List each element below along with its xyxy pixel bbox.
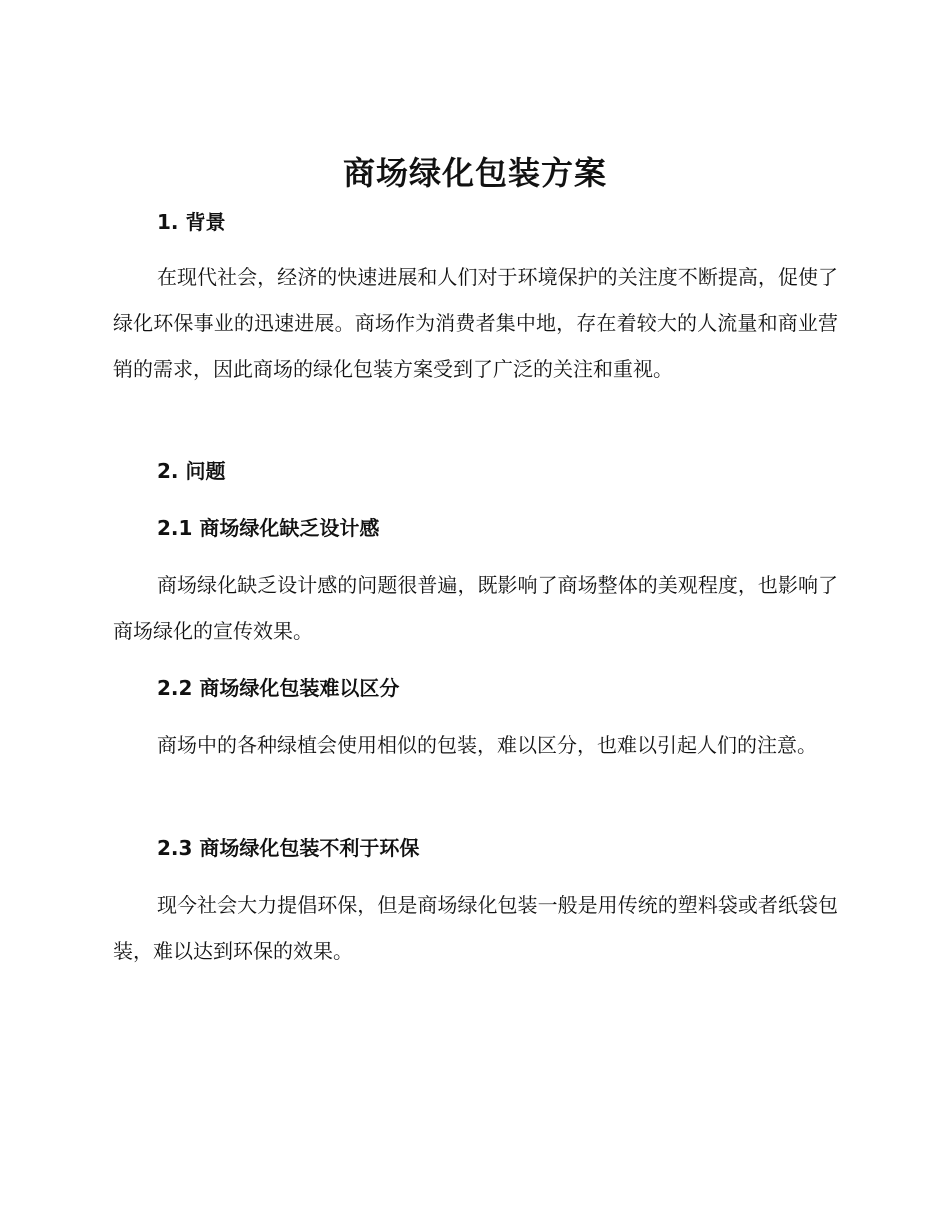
- section-heading-problems: 2. 问题: [157, 459, 226, 483]
- section-paragraph-2-3: 现今社会大力提倡环保，但是商场绿化包装一般是用传统的塑料袋或者纸袋包装，难以达到环保的效果。: [113, 893, 838, 963]
- section-heading-2-2: 2.2 商场绿化包装难以区分: [157, 676, 400, 700]
- section-paragraph-background: 在现代社会，经济的快速进展和人们对于环境保护的关注度不断提高，促使了绿化环保事业的迅速进展。商场作为消费者集中地，存在着较大的人流量和商业营销的需求，因此商场的绿化包装方案受到了广泛的关注和重视。: [113, 265, 838, 381]
- section-paragraph-2-1: 商场绿化缺乏设计感的问题很普遍，既影响了商场整体的美观程度，也影响了商场绿化的宣传效果。: [113, 573, 838, 643]
- section-heading-2-3: 2.3 商场绿化包装不利于环保: [157, 836, 420, 860]
- section-heading-2-1: 2.1 商场绿化缺乏设计感: [157, 516, 380, 540]
- section-paragraph-2-2: 商场中的各种绿植会使用相似的包装，难以区分，也难以引起人们的注意。: [157, 733, 817, 757]
- section-heading-background: 1. 背景: [157, 210, 226, 234]
- document-title: 商场绿化包装方案: [342, 154, 607, 192]
